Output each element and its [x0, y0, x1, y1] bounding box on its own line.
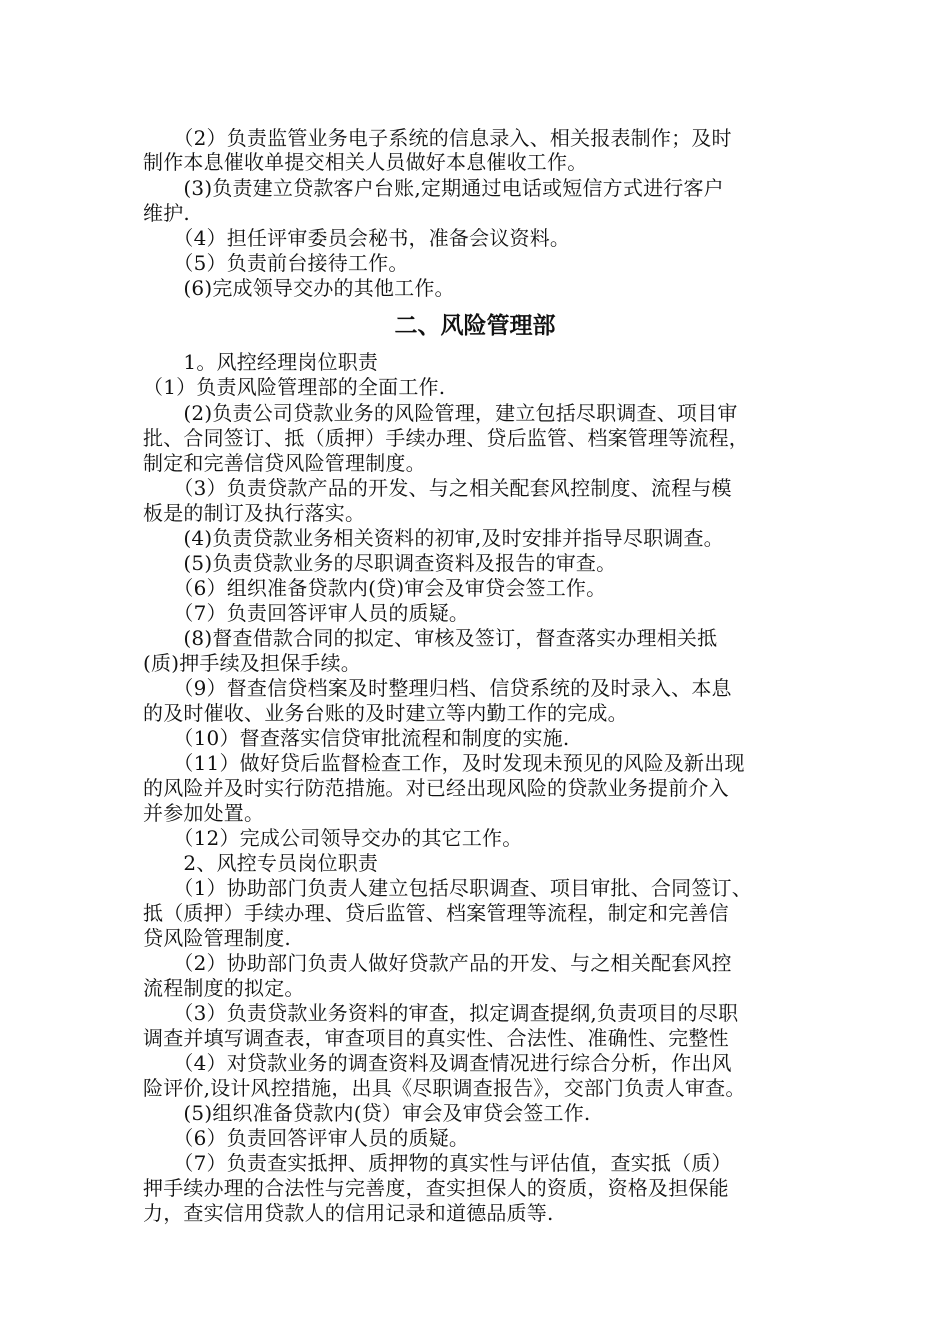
paragraph-line: (5)组织准备贷款内(贷）审会及审贷会签工作. [143, 1101, 591, 1125]
paragraph-line: 险评价,设计风控措施，出具《尽职调查报告》，交部门负责人审查。 [143, 1076, 746, 1100]
paragraph-line: （11）做好贷后监督检查工作，及时发现未预见的风险及新出现 [143, 751, 745, 775]
paragraph-line: (质)押手续及担保手续。 [143, 651, 362, 675]
paragraph-line: 制作本息催收单提交相关人员做好本息催收工作。 [143, 150, 588, 174]
paragraph-line: 批、合同签订、抵（质押）手续办理、贷后监管、档案管理等流程， [143, 426, 749, 450]
paragraph-line: （6）组织准备贷款内(贷)审会及审贷会签工作。 [143, 576, 607, 600]
paragraph-line: （2）协助部门负责人做好贷款产品的开发、与之相关配套风控 [143, 951, 732, 975]
paragraph-line: （6）负责回答评审人员的质疑。 [143, 1126, 470, 1150]
paragraph-line: 抵（质押）手续办理、贷后监管、档案管理等流程，制定和完善信 [143, 901, 729, 925]
paragraph-line: 贷风险管理制度. [143, 926, 291, 950]
paragraph-line: 的风险并及时实行防范措施。对已经出现风险的贷款业务提前介入 [143, 776, 729, 800]
paragraph-line: 板是的制订及执行落实。 [143, 501, 366, 525]
paragraph-line: 维护. [143, 201, 190, 225]
paragraph-line: （1）负责风险管理部的全面工作. [143, 375, 446, 399]
paragraph-line: （9）督查信贷档案及时整理归档、信贷系统的及时录入、本息 [143, 676, 732, 700]
paragraph-line: （4）对贷款业务的调查资料及调查情况进行综合分析，作出风 [143, 1051, 732, 1075]
paragraph-line: 流程制度的拟定。 [143, 976, 305, 1000]
paragraph-line: 力，查实信用贷款人的信用记录和道德品质等. [143, 1201, 554, 1225]
paragraph-line: （7）负责查实抵押、质押物的真实性与评估值，查实抵（质） [143, 1151, 732, 1175]
paragraph-line: （7）负责回答评审人员的质疑。 [143, 601, 470, 625]
paragraph-line: (4)负责贷款业务相关资料的初审,及时安排并指导尽职调查。 [143, 526, 724, 550]
paragraph-line: 的及时催收、业务台账的及时建立等内勤工作的完成。 [143, 701, 628, 725]
paragraph-line: （5）负责前台接待工作。 [143, 251, 409, 275]
paragraph-line: （4）担任评审委员会秘书，准备会议资料。 [143, 226, 571, 250]
paragraph-line: 1。风控经理岗位职责 [143, 350, 379, 374]
paragraph-line: 并参加处置。 [143, 801, 265, 825]
paragraph-line: 制定和完善信贷风险管理制度。 [143, 451, 426, 475]
paragraph-line: 调查并填写调查表，审查项目的真实性、合法性、准确性、完整性 [143, 1026, 729, 1050]
section-title: 二、风险管理部 [394, 313, 556, 339]
paragraph-line: (8)督查借款合同的拟定、审核及签订，督查落实办理相关抵 [143, 626, 718, 650]
paragraph-line: (2)负责公司贷款业务的风险管理，建立包括尽职调查、项目审 [143, 401, 738, 425]
paragraph-line: （1）协助部门负责人建立包括尽职调查、项目审批、合同签订、 [143, 876, 752, 900]
paragraph-line: (6)完成领导交办的其他工作。 [143, 276, 455, 300]
paragraph-line: 押手续办理的合法性与完善度，查实担保人的资质，资格及担保能 [143, 1176, 729, 1200]
paragraph-line: （3）负责贷款业务资料的审查，拟定调查提纲,负责项目的尽职 [143, 1001, 739, 1025]
paragraph-line: （3）负责贷款产品的开发、与之相关配套风控制度、流程与模 [143, 476, 732, 500]
paragraph-line: (5)负责贷款业务的尽职调查资料及报告的审查。 [143, 551, 617, 575]
paragraph-line: (3)负责建立贷款客户台账,定期通过电话或短信方式进行客户 [143, 176, 724, 200]
paragraph-line: （12）完成公司领导交办的其它工作。 [143, 826, 523, 850]
paragraph-line: （10）督查落实信贷审批流程和制度的实施. [143, 726, 570, 750]
paragraph-line: 2、风控专员岗位职责 [143, 851, 379, 875]
paragraph-line: （2）负责监管业务电子系统的信息录入、相关报表制作；及时 [143, 126, 732, 150]
